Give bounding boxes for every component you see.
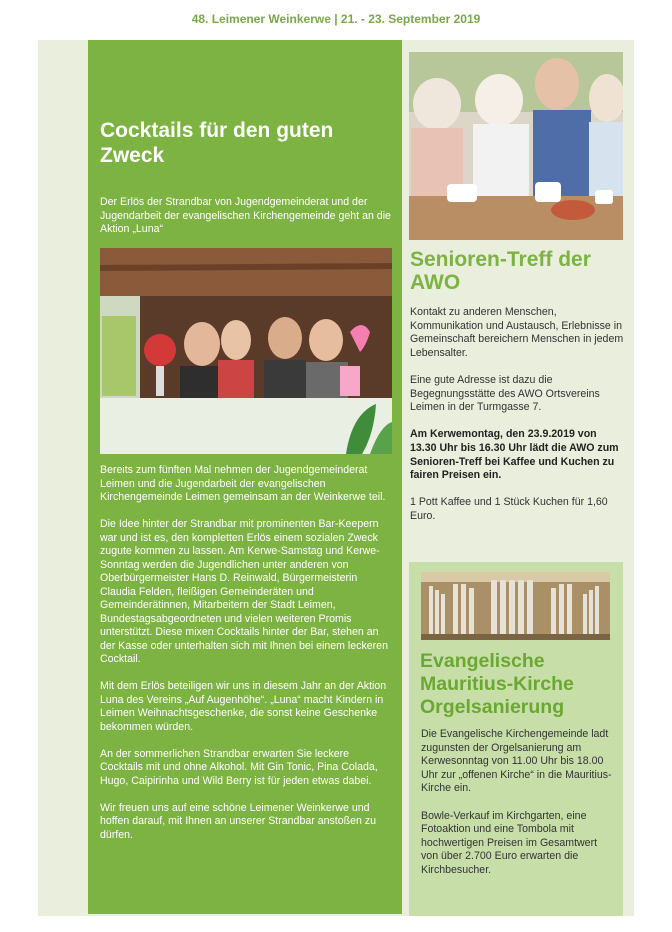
strandbar-illustration xyxy=(100,248,392,454)
organ-photo xyxy=(421,572,610,640)
paragraph: Wir freuen uns auf eine schöne Leimener Weinkerwe und hoffen darauf, mit Ihnen an unserer Strandbar anstoßen zu dürfen. xyxy=(100,801,377,841)
paragraph: Kontakt zu anderen Menschen, Kommunikation und Austausch, Erlebnisse in Gemeinschaft bereichern Menschen in jedem Lebensalter. xyxy=(410,306,624,359)
seniors-photo xyxy=(409,52,623,240)
event-details: Am Kerwemontag, den 23.9.2019 von 13.30 Uhr bis 16.30 Uhr lädt die AWO zum Senioren-Treff bei Kaffee und Kuchen zu fairen Preisen ein. xyxy=(410,428,619,482)
paragraph: Bereits zum fünften Mal nehmen der Jugendgemeinderat Leimen und die Jugendarbeit der evangelischen Kirchengemeinde Leimen gemeinsam an der Weinkerwe teil. xyxy=(100,464,386,503)
paragraph: Eine gute Adresse ist dazu die Begegnungsstätte des AWO Ortsvereins Leimen in der Turmgasse 7. xyxy=(410,373,600,414)
seniors-text xyxy=(410,306,626,537)
strandbar-photo xyxy=(100,248,392,454)
organ-illustration xyxy=(421,572,610,640)
seniors-title: Senioren-Treff der AWO xyxy=(410,248,591,294)
cocktails-intro: Der Erlös der Strandbar von Jugendgemeinderat und der Jugendarbeit der evangelischen Kirchengemeinde geht an die Aktion „Luna“ xyxy=(100,196,391,235)
paragraph: Die Idee hinter der Strandbar mit prominenten Bar-Keepern war und ist es, den kompletten Erlös einem sozialen Zweck zugute kommen zu lassen. Am Kerwe-Samstag und Kerwe-Sonntag werden die Jugendlichen unter anderen von Oberbürgermeister Hans D. Reinwald, Bürgermeisterin Claudia Felden, fleißigen Gemeinderäten und Gemeinderätinnen, Mitarbeitern der Stadt Leimen, Bundestagsabgeordneten und vielen weiteren Promis unterstützt. Diese mixen Cocktails hinter der Bar, stehen an der Kasse oder unterhalten sich mit Ihnen bei einem leckeren Cocktail. xyxy=(100,518,388,665)
cocktails-body xyxy=(100,464,392,856)
cocktails-title: Cocktails für den guten Zweck xyxy=(100,119,334,167)
paragraph: Mit dem Erlös beteiligen wir uns in diesem Jahr an der Aktion Luna des Vereins „Auf Augenhöhe“. „Luna“ macht Kindern in Leimen Weihnachtsgeschenke, die sonst keine Geschenke bekommen würden. xyxy=(100,680,387,733)
paragraph: Bowle-Verkauf im Kirchgarten, eine Fotoaktion und eine Tombola mit hochwertigen Preisen im Gesamtwert von über 2.700 Euro erwarten die Kirchbesucher. xyxy=(421,809,598,876)
paragraph: An der sommerlichen Strandbar erwarten Sie leckere Cocktails mit und ohne Alkohol. Mit Gin Tonic, Pina Colada, Hugo, Caipirinha und Wild Berry ist für jeden etwas dabei. xyxy=(100,747,378,787)
newsletter-header: 48. Leimener Weinkerwe | 21. - 23. September 2019 xyxy=(191,12,481,26)
church-title: Evangelische Mauritius-Kirche Orgelsanierung xyxy=(420,650,574,718)
price-info: 1 Pott Kaffee und 1 Stück Kuchen für 1,60 Euro. xyxy=(410,496,608,522)
seniors-illustration xyxy=(409,52,623,240)
paragraph: Die Evangelische Kirchengemeinde ladt zugunsten der Orgelsanierung am Kerwesonntag von 11.00 Uhr bis 18.00 Uhr zur „offenen Kirche“ in die Mauritius-Kirche ein. xyxy=(421,728,612,795)
church-text xyxy=(421,728,617,891)
